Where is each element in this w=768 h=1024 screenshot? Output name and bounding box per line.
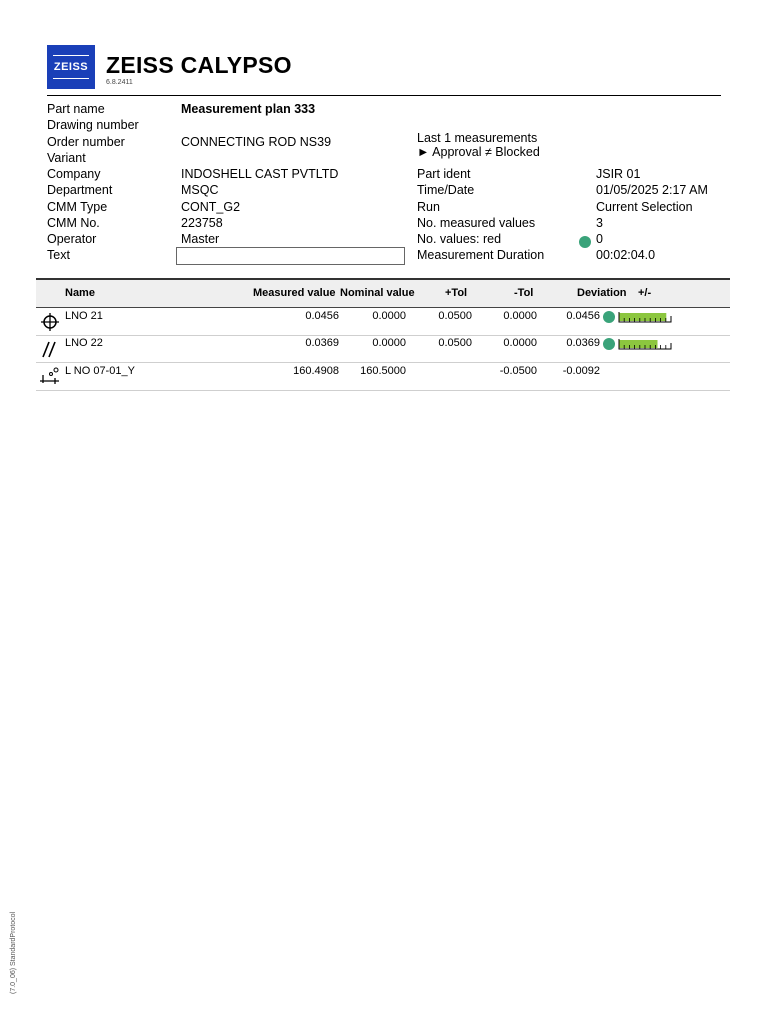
- row-1-nominal: 0.0000: [372, 310, 406, 322]
- row-1-plus-tol: 0.0500: [438, 310, 472, 322]
- row-2-plus-tol: 0.0500: [438, 337, 472, 349]
- row-divider: [36, 362, 730, 363]
- row-divider: [36, 390, 730, 391]
- label-department: Department: [47, 183, 113, 197]
- label-part-ident: Part ident: [417, 167, 471, 181]
- value-department: MSQC: [181, 183, 219, 197]
- footer-text: (7.0_06) StandardProtocol: [10, 911, 17, 994]
- row-1-minus-tol: 0.0000: [503, 310, 537, 322]
- col-name: Name: [65, 287, 95, 299]
- row-1-status-dot: [603, 311, 615, 323]
- value-order-number: CONNECTING ROD NS39: [181, 135, 332, 149]
- version-label: 6.8.2411: [106, 79, 133, 86]
- label-drawing-number: Drawing number: [47, 118, 139, 132]
- label-run: Run: [417, 200, 440, 214]
- logo-text: ZEISS: [53, 61, 89, 73]
- status-dot-icon: [579, 236, 591, 248]
- row-3-nominal: 160.5000: [360, 365, 406, 377]
- deviation-fill: [619, 340, 658, 348]
- label-operator: Operator: [47, 232, 97, 246]
- row-2-deviation: 0.0369: [566, 337, 600, 349]
- last-measurements: Last 1 measurements: [417, 131, 538, 145]
- label-part-name: Part name: [47, 102, 105, 116]
- deviation-fill: [619, 313, 666, 321]
- value-values-red: 0: [596, 232, 603, 246]
- col-nominal: Nominal value: [340, 287, 415, 299]
- row-3-deviation: -0.0092: [562, 365, 600, 377]
- col-plus-minus: +/-: [638, 287, 652, 299]
- position-icon: [40, 312, 60, 332]
- value-cmm-no: 223758: [181, 216, 223, 230]
- row-1-name: LNO 21: [65, 310, 103, 322]
- header-divider: [47, 95, 721, 96]
- row-2-measured: 0.0369: [305, 337, 339, 349]
- parallelism-icon: [40, 339, 60, 359]
- row-1-deviation-bar: [618, 311, 672, 323]
- value-operator: Master: [181, 232, 220, 246]
- col-plus-tol: +Tol: [445, 287, 468, 299]
- approval-status: ► Approval ≠ Blocked: [417, 145, 540, 159]
- distance-icon: [39, 366, 61, 386]
- value-cmm-type: CONT_G2: [181, 200, 241, 214]
- text-field[interactable]: [176, 247, 405, 265]
- col-minus-tol: -Tol: [514, 287, 534, 299]
- value-time-date: 01/05/2025 2:17 AM: [596, 183, 708, 197]
- row-3-minus-tol: -0.0500: [499, 365, 537, 377]
- value-part-name: Measurement plan 333: [181, 102, 316, 116]
- value-measured-values: 3: [596, 216, 603, 230]
- col-deviation: Deviation: [577, 287, 627, 299]
- app-title: ZEISS CALYPSO: [106, 52, 292, 78]
- value-run: Current Selection: [596, 200, 693, 214]
- row-1-deviation: 0.0456: [566, 310, 600, 322]
- row-divider: [36, 335, 730, 336]
- row-2-name: LNO 22: [65, 337, 103, 349]
- value-duration: 00:02:04.0: [596, 248, 656, 262]
- label-company: Company: [47, 167, 101, 181]
- row-2-deviation-bar: [618, 338, 672, 350]
- zeiss-logo: [47, 45, 95, 89]
- label-text: Text: [47, 248, 70, 262]
- label-measured-values: No. measured values: [417, 216, 536, 230]
- label-cmm-no: CMM No.: [47, 216, 100, 230]
- label-time-date: Time/Date: [417, 183, 475, 197]
- label-order-number: Order number: [47, 135, 125, 149]
- label-variant: Variant: [47, 151, 86, 165]
- label-values-red: No. values: red: [417, 232, 502, 246]
- row-3-name: L NO 07-01_Y: [65, 365, 135, 377]
- row-2-status-dot: [603, 338, 615, 350]
- col-measured: Measured value: [253, 287, 336, 299]
- label-cmm-type: CMM Type: [47, 200, 108, 214]
- label-duration: Measurement Duration: [417, 248, 545, 262]
- row-3-measured: 160.4908: [293, 365, 339, 377]
- row-2-minus-tol: 0.0000: [503, 337, 537, 349]
- row-2-nominal: 0.0000: [372, 337, 406, 349]
- value-company: INDOSHELL CAST PVTLTD: [181, 167, 339, 181]
- value-part-ident: JSIR 01: [596, 167, 641, 181]
- row-1-measured: 0.0456: [305, 310, 339, 322]
